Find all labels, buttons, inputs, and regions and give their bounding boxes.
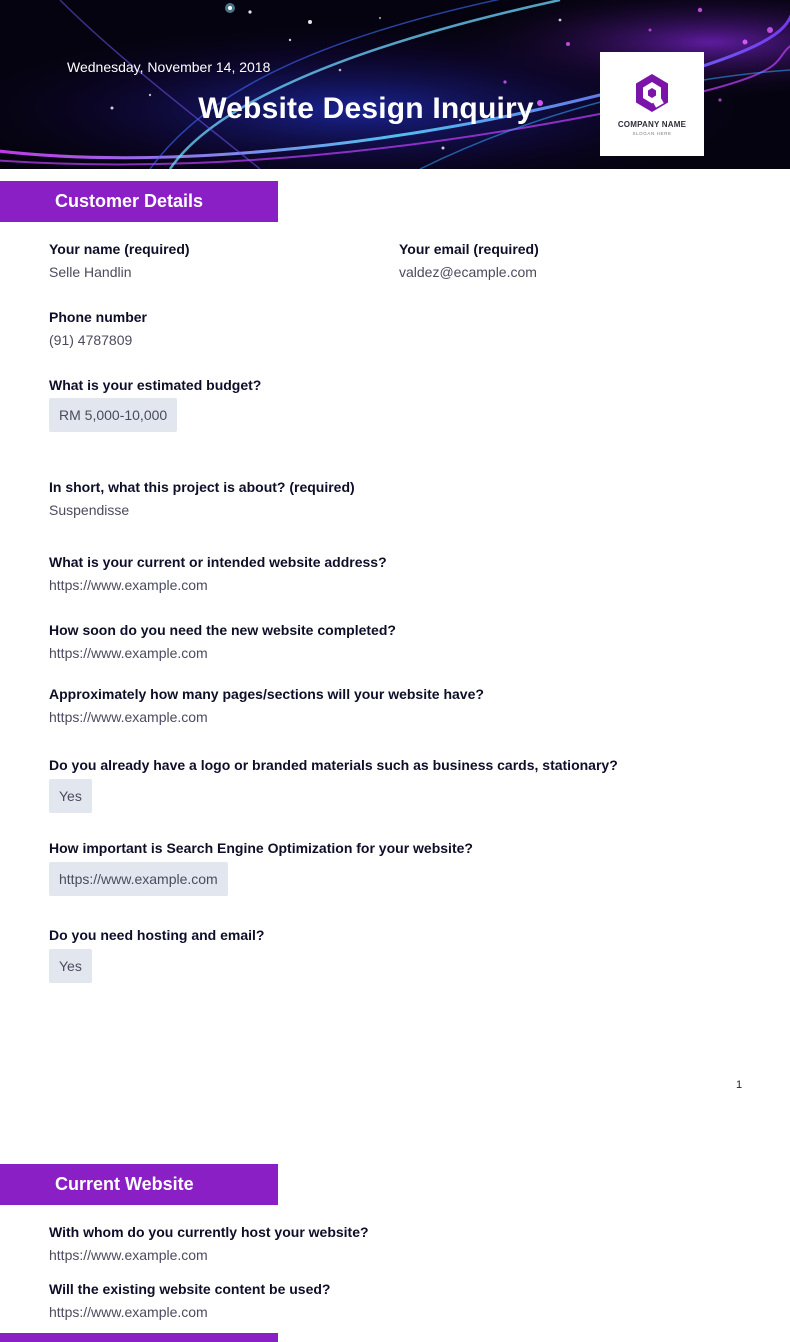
deadline-label: How soon do you need the new website completed?	[49, 622, 396, 638]
budget-label: What is your estimated budget?	[49, 377, 262, 393]
name-label: Your name (required)	[49, 241, 190, 257]
hosting-value: Yes	[49, 949, 92, 983]
customer-details-heading: Customer Details	[0, 181, 278, 222]
content-label: Will the existing website content be used?	[49, 1281, 331, 1297]
hexagon-logo-icon	[633, 72, 671, 116]
phone-value: (91) 4787809	[49, 332, 133, 348]
deadline-value: https://www.example.com	[49, 645, 208, 661]
page-number: 1	[736, 1079, 743, 1091]
about-label: In short, what this project is about? (required)	[49, 479, 355, 495]
next-section-bar	[0, 1333, 278, 1342]
content-value: https://www.example.com	[49, 1304, 208, 1320]
current-website-heading: Current Website	[0, 1164, 278, 1205]
document-title: Website Design Inquiry	[198, 92, 534, 125]
about-value: Suspendisse	[49, 502, 130, 518]
host-value: https://www.example.com	[49, 1247, 208, 1263]
email-label: Your email (required)	[399, 241, 539, 257]
logo-materials-value: Yes	[49, 779, 92, 813]
pages-label: Approximately how many pages/sections will your website have?	[49, 686, 484, 702]
pages-value: https://www.example.com	[49, 709, 208, 725]
seo-value: https://www.example.com	[49, 862, 228, 896]
host-label: With whom do you currently host your website?	[49, 1224, 369, 1240]
logo-materials-label: Do you already have a logo or branded materials such as business cards, stationary?	[49, 757, 618, 773]
budget-value: RM 5,000-10,000	[49, 398, 177, 432]
phone-label: Phone number	[49, 309, 148, 325]
seo-label: How important is Search Engine Optimization for your website?	[49, 840, 473, 856]
address-value: https://www.example.com	[49, 577, 208, 593]
address-label: What is your current or intended website address?	[49, 554, 387, 570]
logo-company-name: COMPANY NAME	[617, 120, 687, 129]
hosting-label: Do you need hosting and email?	[49, 927, 265, 943]
email-value: valdez@ecample.com	[399, 264, 537, 280]
header-banner	[0, 0, 790, 169]
company-logo	[600, 52, 704, 156]
logo-slogan: SLOGAN HERE	[632, 131, 672, 136]
name-value: Selle Handlin	[49, 264, 132, 280]
document-date: Wednesday, November 14, 2018	[67, 59, 271, 75]
